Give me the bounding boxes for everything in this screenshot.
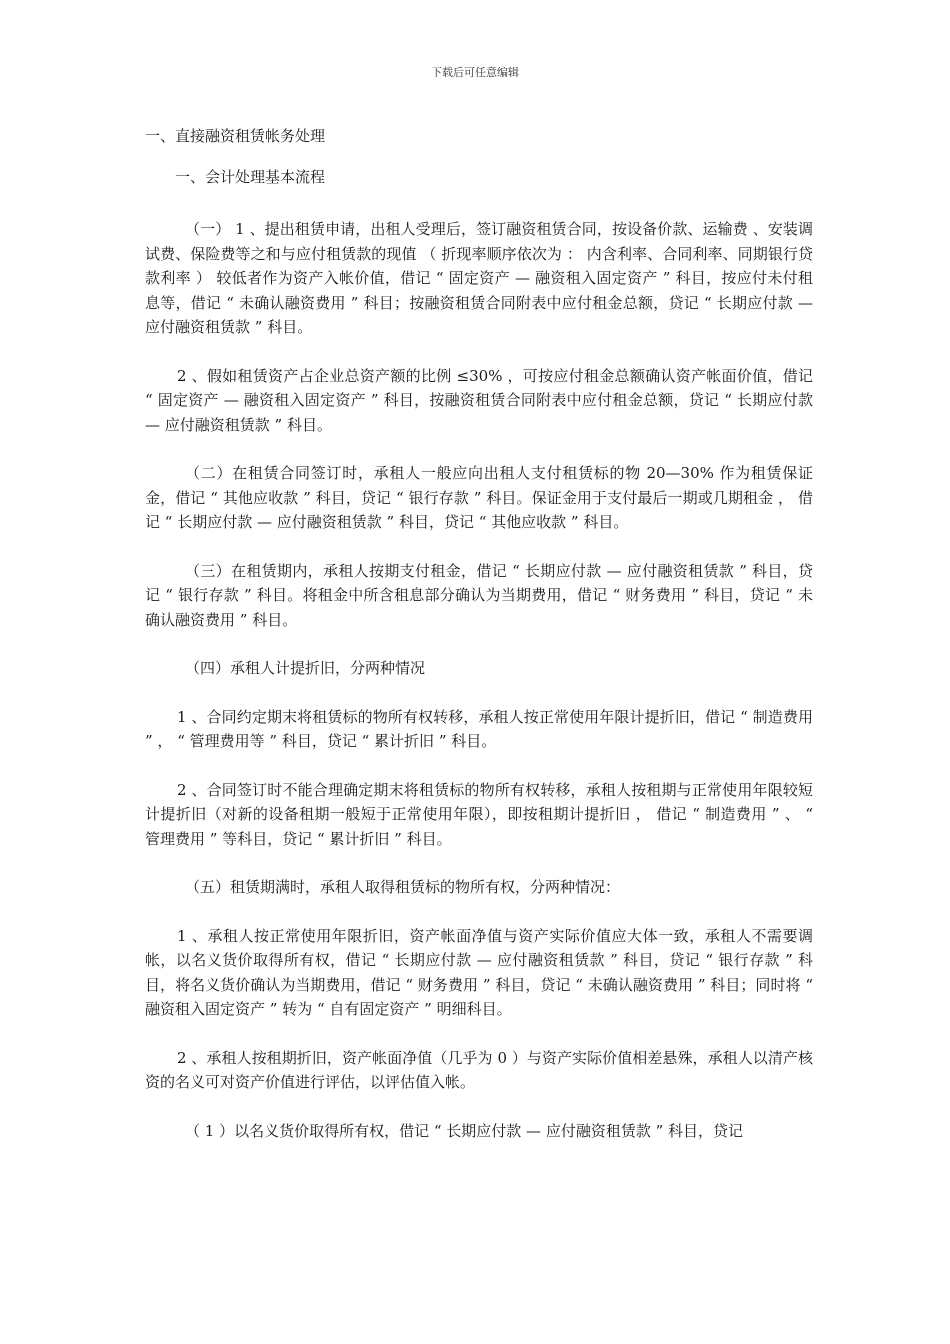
page-header: 下载后可任意编辑 [431,66,519,79]
paragraph-1: （一） 1 、提出租赁申请，出租人受理后，签订融资租赁合同，按设备价款、运输费 、安装调试费、保险费等之和与应付租赁款的现值 （ 折现率顺序依次为 ： 内含利率、合同利率、同期银行贷款利率 ） 较低者作为资产入帐价值，借记 “ 固定资产 — 融资租入固定资产 ” 科目，按应付未付租息等，借记 “ 未确认融资费用 ” 科目；按融资租赁合同附表中应付租金总额，贷记 “ 长期应付款 — 应付融资租赁款 ” 科目。 [145,220,813,336]
paragraph-3: （二）在租赁合同签订时，承租人一般应向出租人支付租赁标的物 20—30% 作为租赁保证金，借记 “ 其他应收款 ” 科目，贷记 “ 银行存款 ” 科目。保证金用于支付最后一期或几期租金 ， 借记 “ 长期应付款 — 应付融资租赁款 ” 科目，贷记 “ 其他应收款 ” 科目。 [145,464,813,531]
paragraph-4: （三）在租赁期内，承租人按期支付租金，借记 “ 长期应付款 — 应付融资租赁款 ” 科目，贷记 “ 银行存款 ” 科目。将租金中所含租息部分确认为当期费用，借记 “ 财务费用 ” 科目，贷记 “ 未确认融资费用 ” 科目。 [145,561,813,629]
paragraph-5: （四）承租人计提折旧，分两种情况 [185,659,426,677]
section-heading: 一、直接融资租赁帐务处理 [145,127,326,145]
subsection-heading: 一、会计处理基本流程 [175,167,326,186]
paragraph-10: 2 、承租人按租期折旧，资产帐面净值（几乎为 0 ）与资产实际价值相差悬殊，承租人以清产核资的名义可对资产价值进行评估，以评估值入帐。 [145,1048,813,1091]
paragraph-9: 1 、承租人按正常使用年限折旧，资产帐面净值与资产实际价值应大体一致，承租人不需要调帐，以名义货价取得所有权，借记 “ 长期应付款 — 应付融资租赁款 ” 科目，贷记 “ 银行存款 ” 科目，将名义货价确认为当期费用，借记 “ 财务费用 ” 科目，贷记 “ 未确认融资费用 ” 科目；同时将 “ 融资租入固定资产 ” 转为 “ 自有固定资产 ” 明细科目。 [145,926,813,1018]
paragraph-11: （ 1 ）以名义货价取得所有权，借记 “ 长期应付款 — 应付融资租赁款 ” 科目，贷记 [185,1121,744,1140]
paragraph-2: 2 、假如租赁资产占企业总资产额的比例 ≤30% ，可按应付租金总额确认资产帐面价值，借记 “ 固定资产 — 融资租入固定资产 ” 科目，按融资租赁合同附表中应付租金总额，贷记 “ 长期应付款 — 应付融资租赁款 ” 科目。 [145,366,813,434]
paragraph-8: （五）租赁期满时，承租人取得租赁标的物所有权，分两种情况： [185,878,621,896]
paragraph-7: 2 、合同签订时不能合理确定期末将租赁标的物所有权转移，承租人按租期与正常使用年限较短计提折旧（对新的设备租期一般短于正常使用年限），即按租期计提折旧 ， 借记 “ 制造费用 ” 、 “ 管理费用 ” 等科目，贷记 “ 累计折旧 ” 科目。 [145,780,813,848]
document-body [145,124,813,1167]
paragraph-6: 1 、合同约定期末将租赁标的物所有权转移，承租人按正常使用年限计提折旧，借记 “ 制造费用 ” ， “ 管理费用等 ” 科目，贷记 “ 累计折旧 ” 科目。 [145,707,813,750]
